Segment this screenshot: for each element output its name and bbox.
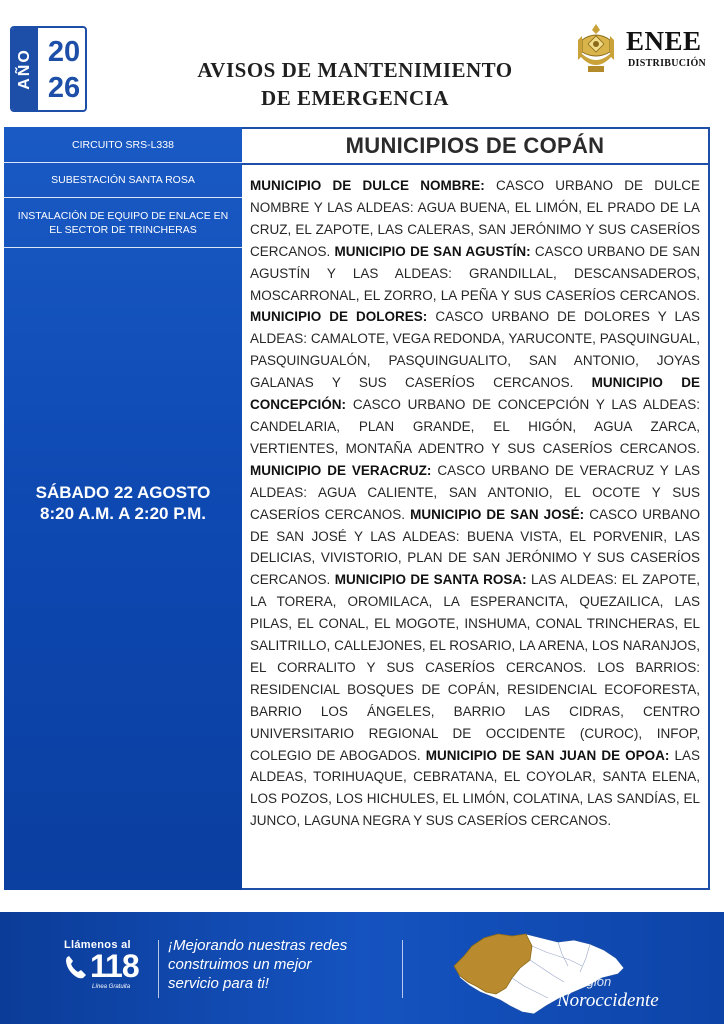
circuit-label: CIRCUITO SRS-L338 — [4, 127, 242, 163]
municipality-name: MUNICIPIO DE DOLORES: — [250, 309, 428, 325]
logo-text: ENEE — [626, 26, 702, 56]
municipality-name: MUNICIPIO DE SAN AGUSTÍN: — [334, 243, 531, 259]
municipality-details: CASCO URBANO DE DOLORES Y LAS ALDEAS: CAMALOTE, VEGA REDONDA, YARUCONTE, PASQUINGUAL, PASQUINGUALÓN, PASQUINGUALITO, SAN ANTONIO, JOYAS GALANAS Y SUS CASERÍOS CERCANOS. — [250, 309, 700, 391]
municipality-details: LAS ALDEAS: EL ZAPOTE, LA TORERA, OROMILACA, LA ESPERANCITA, QUEZAILICA, LAS PILAS, EL CONAL, EL MOGOTE, INSHUMA, CONAL TRINCHERAS, EL SALITRILLO, CALLEJONES, EL ROSARIO, LA ARENA, LOS NARANJOS, EL CORRALITO Y SUS CASERÍOS CERCANOS. LOS BARRIOS: RESIDENCIAL BOSQUES DE COPÁN, RESIDENCIAL ECOFORESTA, BARRIO LOS ÁNGELES, BARRIO LAS CIDRAS, CENTRO UNIVERSITARIO REGIONAL DE OCCIDENTE (CUROC), INFOP, COLEGIO DE ABOGADOS. — [250, 572, 700, 763]
slogan — [168, 936, 398, 993]
footer-banner — [0, 912, 724, 1024]
municipality-details: CASCO URBANO DE SAN JOSÉ Y LAS ALDEAS: BUENA VISTA, EL PORVENIR, LAS DELICIAS, VIVISTORIO, PLAN DE SAN JERÓNIMO Y SUS CASERÍOS CERCANOS. — [250, 506, 700, 588]
municipality-details: CASCO URBANO DE CONCEPCIÓN Y LAS ALDEAS: CANDELARIA, PLAN GRANDE, EL HIGÓN, AGUA ZARCA, VERTIENTES, MONTAÑA ADENTRO Y SUS CASERÍOS CERCANOS. — [250, 397, 700, 456]
year-badge — [10, 26, 87, 112]
municipality-name: MUNICIPIO DE SAN JUAN DE OPOA: — [425, 747, 670, 763]
call-number[interactable]: 118 — [90, 948, 139, 984]
year-word-band — [12, 28, 38, 110]
footer-divider — [158, 940, 159, 998]
region-label: Región — [570, 974, 612, 989]
phone-icon — [64, 954, 88, 980]
municipality-name: MUNICIPIO DE DULCE NOMBRE: — [250, 178, 485, 193]
enee-logo — [574, 22, 724, 82]
municipality-name: MUNICIPIO DE CONCEPCIÓN: — [250, 375, 700, 413]
municipality-details: CASCO URBANO DE VERACRUZ Y LAS ALDEAS: AGUA CALIENTE, SAN ANTONIO, EL OCOTE Y SUS CASERÍOS CERCANOS. — [250, 462, 700, 522]
schedule — [4, 482, 242, 524]
year-bottom: 26 — [47, 72, 81, 104]
page-title — [150, 56, 560, 112]
title-line-2: DE EMERGENCIA — [261, 86, 449, 110]
municipalities-text — [242, 165, 708, 832]
panel-title: MUNICIPIOS DE COPÁN — [242, 129, 708, 165]
slogan-line-1: ¡Mejorando nuestras redes — [168, 937, 348, 954]
footer-divider — [402, 940, 403, 998]
honduras-crest-icon — [574, 22, 618, 78]
work-description: INSTALACIÓN DE EQUIPO DE ENLACE EN EL SECTOR DE TRINCHERAS — [4, 198, 242, 248]
title-line-1: AVISOS DE MANTENIMIENTO — [197, 58, 513, 82]
municipality-name: MUNICIPIO DE SAN JOSÉ: — [410, 506, 585, 522]
municipality-details: LAS ALDEAS, TORIHUAQUE, CEBRATANA, EL COYOLAR, SANTA ELENA, LOS POZOS, LOS HICHULES, EL LIMÓN, COLATINA, LAS SANDÍAS, EL JUNCO, LAGUNA NEGRA Y SUS CASERÍOS CERCANOS. — [250, 747, 700, 829]
schedule-date: SÁBADO 22 AGOSTO — [35, 483, 211, 502]
municipality-details: CASCO URBANO DE DULCE NOMBRE Y LAS ALDEAS: AGUA BUENA, EL LIMÓN, EL PRADO DE LA CRUZ, EL ZAPOTE, LAS CALERAS, SAN JERÓNIMO Y SUS CASERÍOS CERCANOS. — [250, 178, 700, 259]
municipalities-panel — [242, 127, 710, 890]
substation-label: SUBESTACIÓN SANTA ROSA — [4, 163, 242, 198]
left-info-column — [4, 127, 242, 890]
logo-subtext: DISTRIBUCIÓN — [628, 58, 707, 69]
year-word: AÑO — [16, 48, 33, 90]
municipality-name: MUNICIPIO DE VERACRUZ: — [250, 462, 432, 478]
slogan-line-3: servicio para ti! — [168, 975, 269, 992]
municipality-details: CASCO URBANO DE SAN AGUSTÍN Y LAS ALDEAS: GRANDILLAL, DESCANSADEROS, MOSCARRONAL, EL ZORRO, LA PEÑA Y SUS CASERÍOS CERCANOS. — [250, 243, 700, 303]
year-top: 20 — [47, 36, 81, 68]
call-label: Llámenos al — [64, 939, 131, 951]
municipality-name: MUNICIPIO DE SANTA ROSA: — [334, 572, 527, 588]
call-subtext: Línea Gratuita — [92, 984, 131, 990]
region-name: Noroccidente — [557, 990, 659, 1011]
schedule-time: 8:20 A.M. A 2:20 P.M. — [40, 504, 206, 523]
slogan-line-2: construimos un mejor — [168, 956, 312, 973]
